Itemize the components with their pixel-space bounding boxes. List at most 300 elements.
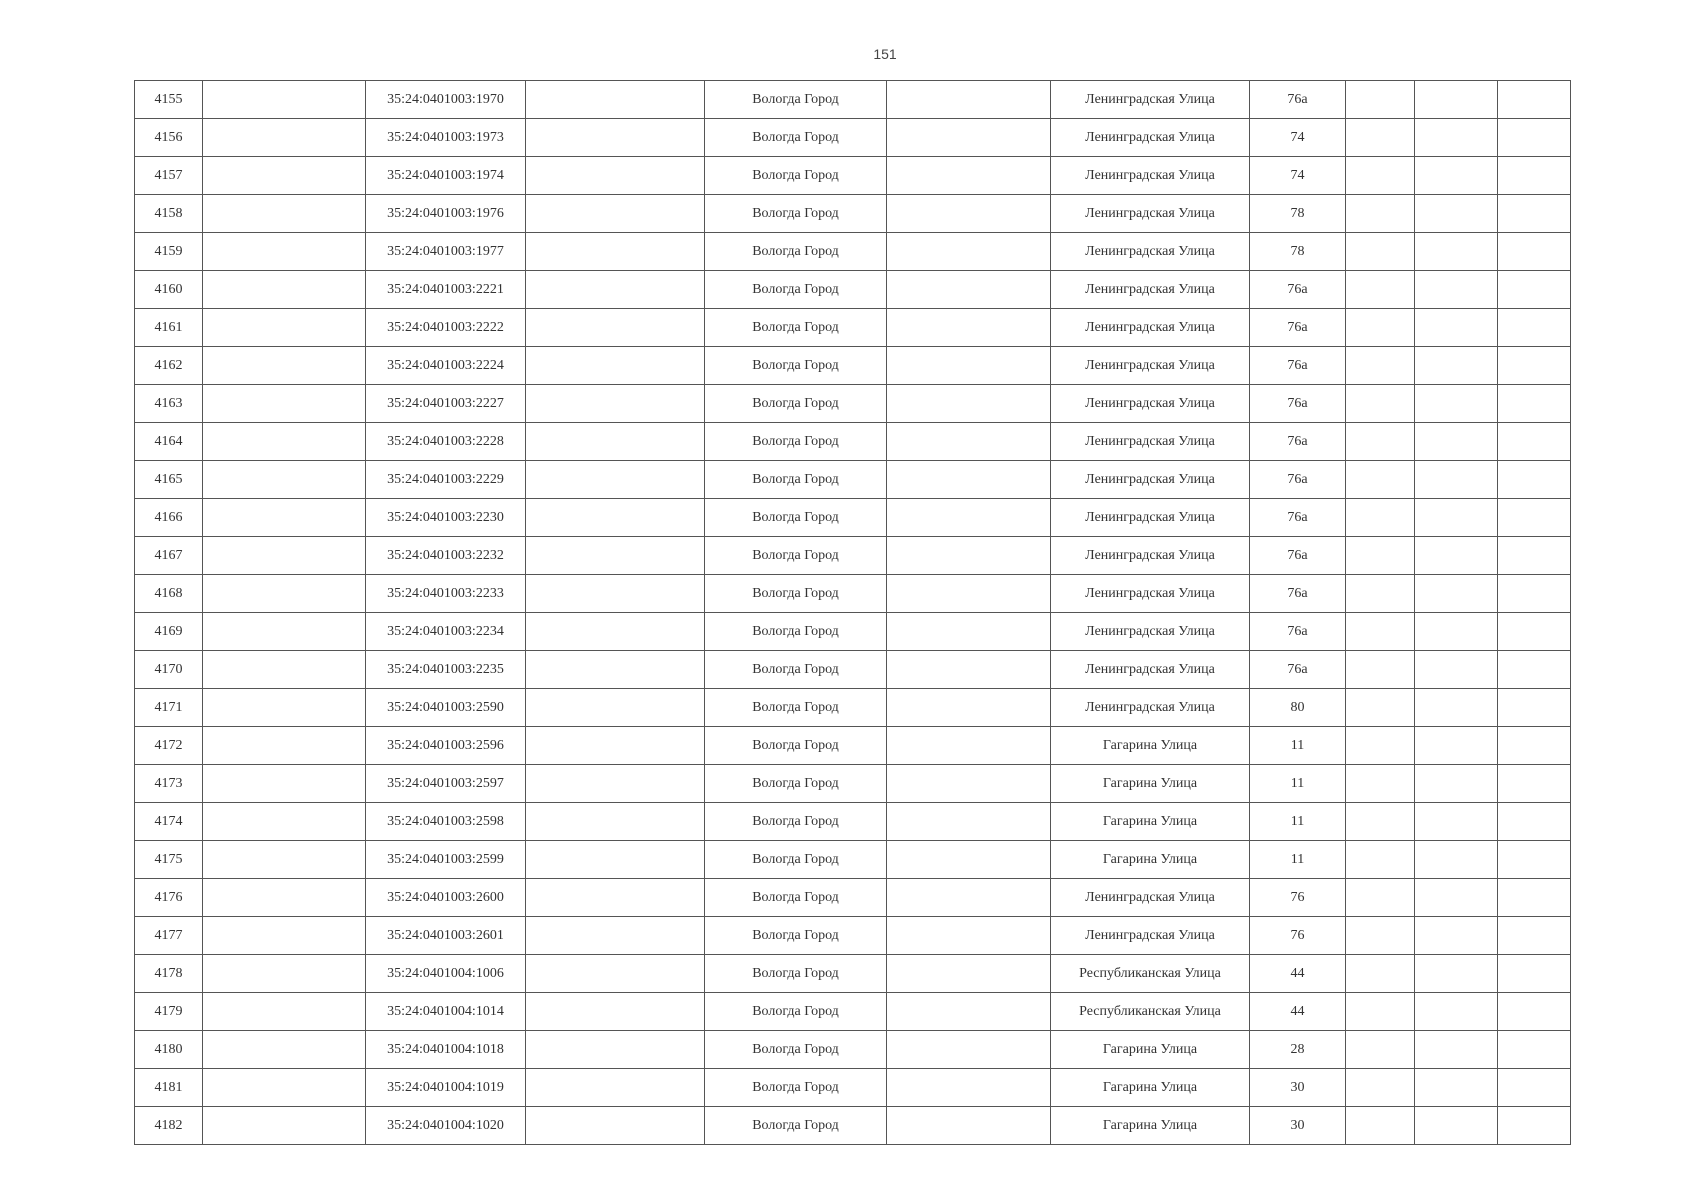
table-row [135,917,1571,955]
house-number-cell: 28 [1250,1031,1346,1069]
city-cell: Вологда Город [705,651,887,689]
empty-cell [887,423,1051,461]
empty-cell [526,955,705,993]
city-cell: Вологда Город [705,537,887,575]
street-cell: Гагарина Улица [1051,1107,1250,1145]
street-cell: Ленинградская Улица [1051,689,1250,727]
empty-cell [887,651,1051,689]
row-number-cell: 4179 [135,993,203,1031]
empty-cell [1346,81,1415,119]
empty-cell [1346,195,1415,233]
empty-cell [1346,119,1415,157]
street-cell: Ленинградская Улица [1051,309,1250,347]
row-number-cell: 4166 [135,499,203,537]
row-number-cell: 4158 [135,195,203,233]
empty-cell [1415,119,1498,157]
row-number-cell: 4160 [135,271,203,309]
cadastral-number-cell: 35:24:0401003:2229 [366,461,526,499]
empty-cell [203,841,366,879]
empty-cell [526,499,705,537]
table-row [135,537,1571,575]
street-cell: Ленинградская Улица [1051,651,1250,689]
empty-cell [526,1031,705,1069]
empty-cell [1498,841,1571,879]
empty-cell [887,613,1051,651]
empty-cell [1498,651,1571,689]
row-number-cell: 4180 [135,1031,203,1069]
empty-cell [887,537,1051,575]
table-row [135,119,1571,157]
city-cell: Вологда Город [705,157,887,195]
row-number-cell: 4176 [135,879,203,917]
cadastral-number-cell: 35:24:0401003:1974 [366,157,526,195]
city-cell: Вологда Город [705,461,887,499]
house-number-cell: 78 [1250,195,1346,233]
cadastral-number-cell: 35:24:0401003:2599 [366,841,526,879]
empty-cell [203,879,366,917]
empty-cell [1346,765,1415,803]
empty-cell [1346,1107,1415,1145]
empty-cell [1498,879,1571,917]
empty-cell [1346,309,1415,347]
table-row [135,81,1571,119]
empty-cell [1498,955,1571,993]
cadastral-number-cell: 35:24:0401003:2598 [366,803,526,841]
cadastral-number-cell: 35:24:0401003:2227 [366,385,526,423]
table-row [135,803,1571,841]
empty-cell [526,1069,705,1107]
empty-cell [1346,233,1415,271]
row-number-cell: 4161 [135,309,203,347]
empty-cell [1498,765,1571,803]
empty-cell [1498,727,1571,765]
cadastral-number-cell: 35:24:0401003:2224 [366,347,526,385]
table-row [135,613,1571,651]
table-row [135,499,1571,537]
street-cell: Ленинградская Улица [1051,271,1250,309]
empty-cell [1498,537,1571,575]
registry-table [134,80,1571,1145]
empty-cell [1415,537,1498,575]
empty-cell [1346,993,1415,1031]
empty-cell [887,575,1051,613]
empty-cell [526,689,705,727]
empty-cell [526,233,705,271]
house-number-cell: 76а [1250,271,1346,309]
cadastral-number-cell: 35:24:0401003:2601 [366,917,526,955]
empty-cell [1415,727,1498,765]
street-cell: Ленинградская Улица [1051,423,1250,461]
empty-cell [203,727,366,765]
empty-cell [1346,271,1415,309]
empty-cell [526,879,705,917]
empty-cell [526,195,705,233]
cadastral-number-cell: 35:24:0401004:1018 [366,1031,526,1069]
house-number-cell: 76а [1250,537,1346,575]
street-cell: Республиканская Улица [1051,955,1250,993]
city-cell: Вологда Город [705,803,887,841]
empty-cell [887,1107,1051,1145]
street-cell: Ленинградская Улица [1051,385,1250,423]
empty-cell [1415,955,1498,993]
city-cell: Вологда Город [705,955,887,993]
house-number-cell: 44 [1250,955,1346,993]
cadastral-number-cell: 35:24:0401003:2221 [366,271,526,309]
empty-cell [526,309,705,347]
empty-cell [1415,575,1498,613]
empty-cell [887,347,1051,385]
empty-cell [1415,613,1498,651]
empty-cell [1346,841,1415,879]
empty-cell [887,879,1051,917]
empty-cell [526,575,705,613]
city-cell: Вологда Город [705,689,887,727]
row-number-cell: 4177 [135,917,203,955]
row-number-cell: 4155 [135,81,203,119]
house-number-cell: 76а [1250,575,1346,613]
empty-cell [203,1031,366,1069]
empty-cell [526,119,705,157]
cadastral-number-cell: 35:24:0401003:1973 [366,119,526,157]
street-cell: Гагарина Улица [1051,803,1250,841]
house-number-cell: 11 [1250,765,1346,803]
empty-cell [887,81,1051,119]
table-row [135,461,1571,499]
city-cell: Вологда Город [705,309,887,347]
table-row [135,423,1571,461]
street-cell: Гагарина Улица [1051,1031,1250,1069]
empty-cell [1415,157,1498,195]
empty-cell [526,347,705,385]
empty-cell [526,271,705,309]
cadastral-number-cell: 35:24:0401004:1020 [366,1107,526,1145]
street-cell: Гагарина Улица [1051,841,1250,879]
empty-cell [203,119,366,157]
empty-cell [1415,233,1498,271]
city-cell: Вологда Город [705,119,887,157]
row-number-cell: 4181 [135,1069,203,1107]
empty-cell [1415,271,1498,309]
street-cell: Ленинградская Улица [1051,879,1250,917]
empty-cell [203,347,366,385]
house-number-cell: 76 [1250,917,1346,955]
row-number-cell: 4170 [135,651,203,689]
row-number-cell: 4175 [135,841,203,879]
empty-cell [1498,195,1571,233]
table-row [135,1107,1571,1145]
empty-cell [1346,689,1415,727]
empty-cell [1346,727,1415,765]
empty-cell [1346,955,1415,993]
empty-cell [1415,765,1498,803]
house-number-cell: 74 [1250,119,1346,157]
empty-cell [1415,195,1498,233]
empty-cell [1498,993,1571,1031]
city-cell: Вологда Город [705,271,887,309]
cadastral-number-cell: 35:24:0401003:2234 [366,613,526,651]
house-number-cell: 76а [1250,309,1346,347]
empty-cell [887,157,1051,195]
city-cell: Вологда Город [705,423,887,461]
empty-cell [526,651,705,689]
empty-cell [1346,347,1415,385]
empty-cell [1415,309,1498,347]
empty-cell [1498,157,1571,195]
empty-cell [203,651,366,689]
empty-cell [203,1107,366,1145]
street-cell: Ленинградская Улица [1051,613,1250,651]
empty-cell [1346,575,1415,613]
row-number-cell: 4171 [135,689,203,727]
city-cell: Вологда Город [705,613,887,651]
empty-cell [203,917,366,955]
row-number-cell: 4163 [135,385,203,423]
empty-cell [1498,1107,1571,1145]
empty-cell [1498,347,1571,385]
city-cell: Вологда Город [705,727,887,765]
table-row [135,651,1571,689]
empty-cell [1415,499,1498,537]
cadastral-number-cell: 35:24:0401003:2228 [366,423,526,461]
empty-cell [1415,385,1498,423]
empty-cell [526,1107,705,1145]
empty-cell [1415,993,1498,1031]
empty-cell [526,157,705,195]
street-cell: Гагарина Улица [1051,727,1250,765]
row-number-cell: 4165 [135,461,203,499]
cadastral-number-cell: 35:24:0401003:2600 [366,879,526,917]
empty-cell [887,309,1051,347]
empty-cell [887,461,1051,499]
empty-cell [203,233,366,271]
empty-cell [1498,119,1571,157]
empty-cell [203,499,366,537]
empty-cell [1346,651,1415,689]
empty-cell [1346,385,1415,423]
city-cell: Вологда Город [705,917,887,955]
street-cell: Ленинградская Улица [1051,917,1250,955]
empty-cell [526,385,705,423]
empty-cell [203,195,366,233]
empty-cell [1346,1031,1415,1069]
empty-cell [1415,1107,1498,1145]
house-number-cell: 76а [1250,347,1346,385]
empty-cell [887,841,1051,879]
city-cell: Вологда Город [705,233,887,271]
city-cell: Вологда Город [705,499,887,537]
row-number-cell: 4173 [135,765,203,803]
house-number-cell: 11 [1250,841,1346,879]
empty-cell [526,803,705,841]
house-number-cell: 44 [1250,993,1346,1031]
empty-cell [1415,423,1498,461]
table-row [135,157,1571,195]
empty-cell [526,423,705,461]
cadastral-number-cell: 35:24:0401003:2233 [366,575,526,613]
empty-cell [203,1069,366,1107]
row-number-cell: 4168 [135,575,203,613]
table-row [135,955,1571,993]
empty-cell [1498,575,1571,613]
house-number-cell: 30 [1250,1107,1346,1145]
empty-cell [1498,1031,1571,1069]
cadastral-number-cell: 35:24:0401003:2235 [366,651,526,689]
empty-cell [1498,385,1571,423]
empty-cell [1415,461,1498,499]
empty-cell [203,309,366,347]
empty-cell [1346,537,1415,575]
street-cell: Республиканская Улица [1051,993,1250,1031]
table-row [135,347,1571,385]
street-cell: Гагарина Улица [1051,765,1250,803]
empty-cell [526,993,705,1031]
house-number-cell: 74 [1250,157,1346,195]
empty-cell [203,271,366,309]
row-number-cell: 4182 [135,1107,203,1145]
empty-cell [203,81,366,119]
cadastral-number-cell: 35:24:0401003:1976 [366,195,526,233]
table-row [135,879,1571,917]
empty-cell [887,727,1051,765]
empty-cell [1498,613,1571,651]
row-number-cell: 4172 [135,727,203,765]
table-row [135,271,1571,309]
empty-cell [203,537,366,575]
empty-cell [1346,423,1415,461]
city-cell: Вологда Город [705,385,887,423]
empty-cell [203,803,366,841]
street-cell: Ленинградская Улица [1051,537,1250,575]
house-number-cell: 76а [1250,385,1346,423]
row-number-cell: 4157 [135,157,203,195]
empty-cell [1346,461,1415,499]
table-row [135,993,1571,1031]
empty-cell [887,917,1051,955]
row-number-cell: 4169 [135,613,203,651]
empty-cell [1346,917,1415,955]
empty-cell [1415,1069,1498,1107]
cadastral-number-cell: 35:24:0401003:2222 [366,309,526,347]
empty-cell [1415,651,1498,689]
row-number-cell: 4162 [135,347,203,385]
cadastral-number-cell: 35:24:0401004:1014 [366,993,526,1031]
house-number-cell: 80 [1250,689,1346,727]
street-cell: Ленинградская Улица [1051,157,1250,195]
empty-cell [887,233,1051,271]
empty-cell [1346,803,1415,841]
empty-cell [887,1069,1051,1107]
street-cell: Ленинградская Улица [1051,81,1250,119]
cadastral-number-cell: 35:24:0401003:2597 [366,765,526,803]
empty-cell [887,119,1051,157]
empty-cell [1346,613,1415,651]
row-number-cell: 4164 [135,423,203,461]
empty-cell [1415,803,1498,841]
empty-cell [1498,1069,1571,1107]
empty-cell [1415,879,1498,917]
table-row [135,1069,1571,1107]
city-cell: Вологда Город [705,993,887,1031]
table-row [135,689,1571,727]
table-row [135,841,1571,879]
table-row [135,195,1571,233]
empty-cell [887,271,1051,309]
empty-cell [1346,879,1415,917]
empty-cell [887,1031,1051,1069]
empty-cell [1498,233,1571,271]
house-number-cell: 11 [1250,803,1346,841]
cadastral-number-cell: 35:24:0401004:1019 [366,1069,526,1107]
empty-cell [526,765,705,803]
empty-cell [526,81,705,119]
street-cell: Ленинградская Улица [1051,195,1250,233]
cadastral-number-cell: 35:24:0401003:1977 [366,233,526,271]
empty-cell [887,195,1051,233]
empty-cell [203,689,366,727]
empty-cell [526,537,705,575]
house-number-cell: 78 [1250,233,1346,271]
empty-cell [526,727,705,765]
row-number-cell: 4167 [135,537,203,575]
empty-cell [1498,81,1571,119]
empty-cell [203,423,366,461]
empty-cell [1498,917,1571,955]
empty-cell [203,613,366,651]
row-number-cell: 4178 [135,955,203,993]
street-cell: Ленинградская Улица [1051,119,1250,157]
empty-cell [1415,81,1498,119]
table-row [135,1031,1571,1069]
table-row [135,385,1571,423]
empty-cell [1498,689,1571,727]
cadastral-number-cell: 35:24:0401003:2232 [366,537,526,575]
city-cell: Вологда Город [705,765,887,803]
empty-cell [526,461,705,499]
empty-cell [1346,499,1415,537]
empty-cell [1498,423,1571,461]
city-cell: Вологда Город [705,575,887,613]
empty-cell [1498,461,1571,499]
house-number-cell: 76а [1250,81,1346,119]
table-row [135,765,1571,803]
city-cell: Вологда Город [705,879,887,917]
empty-cell [887,993,1051,1031]
house-number-cell: 76а [1250,461,1346,499]
empty-cell [203,157,366,195]
city-cell: Вологда Город [705,841,887,879]
street-cell: Гагарина Улица [1051,1069,1250,1107]
cadastral-number-cell: 35:24:0401003:2230 [366,499,526,537]
empty-cell [1415,917,1498,955]
empty-cell [1498,271,1571,309]
empty-cell [1346,1069,1415,1107]
house-number-cell: 76а [1250,613,1346,651]
house-number-cell: 76а [1250,651,1346,689]
house-number-cell: 11 [1250,727,1346,765]
empty-cell [203,575,366,613]
street-cell: Ленинградская Улица [1051,575,1250,613]
empty-cell [203,765,366,803]
empty-cell [1498,309,1571,347]
cadastral-number-cell: 35:24:0401003:2590 [366,689,526,727]
city-cell: Вологда Город [705,1069,887,1107]
empty-cell [203,461,366,499]
empty-cell [1498,499,1571,537]
city-cell: Вологда Город [705,195,887,233]
house-number-cell: 76а [1250,499,1346,537]
house-number-cell: 76а [1250,423,1346,461]
empty-cell [887,689,1051,727]
